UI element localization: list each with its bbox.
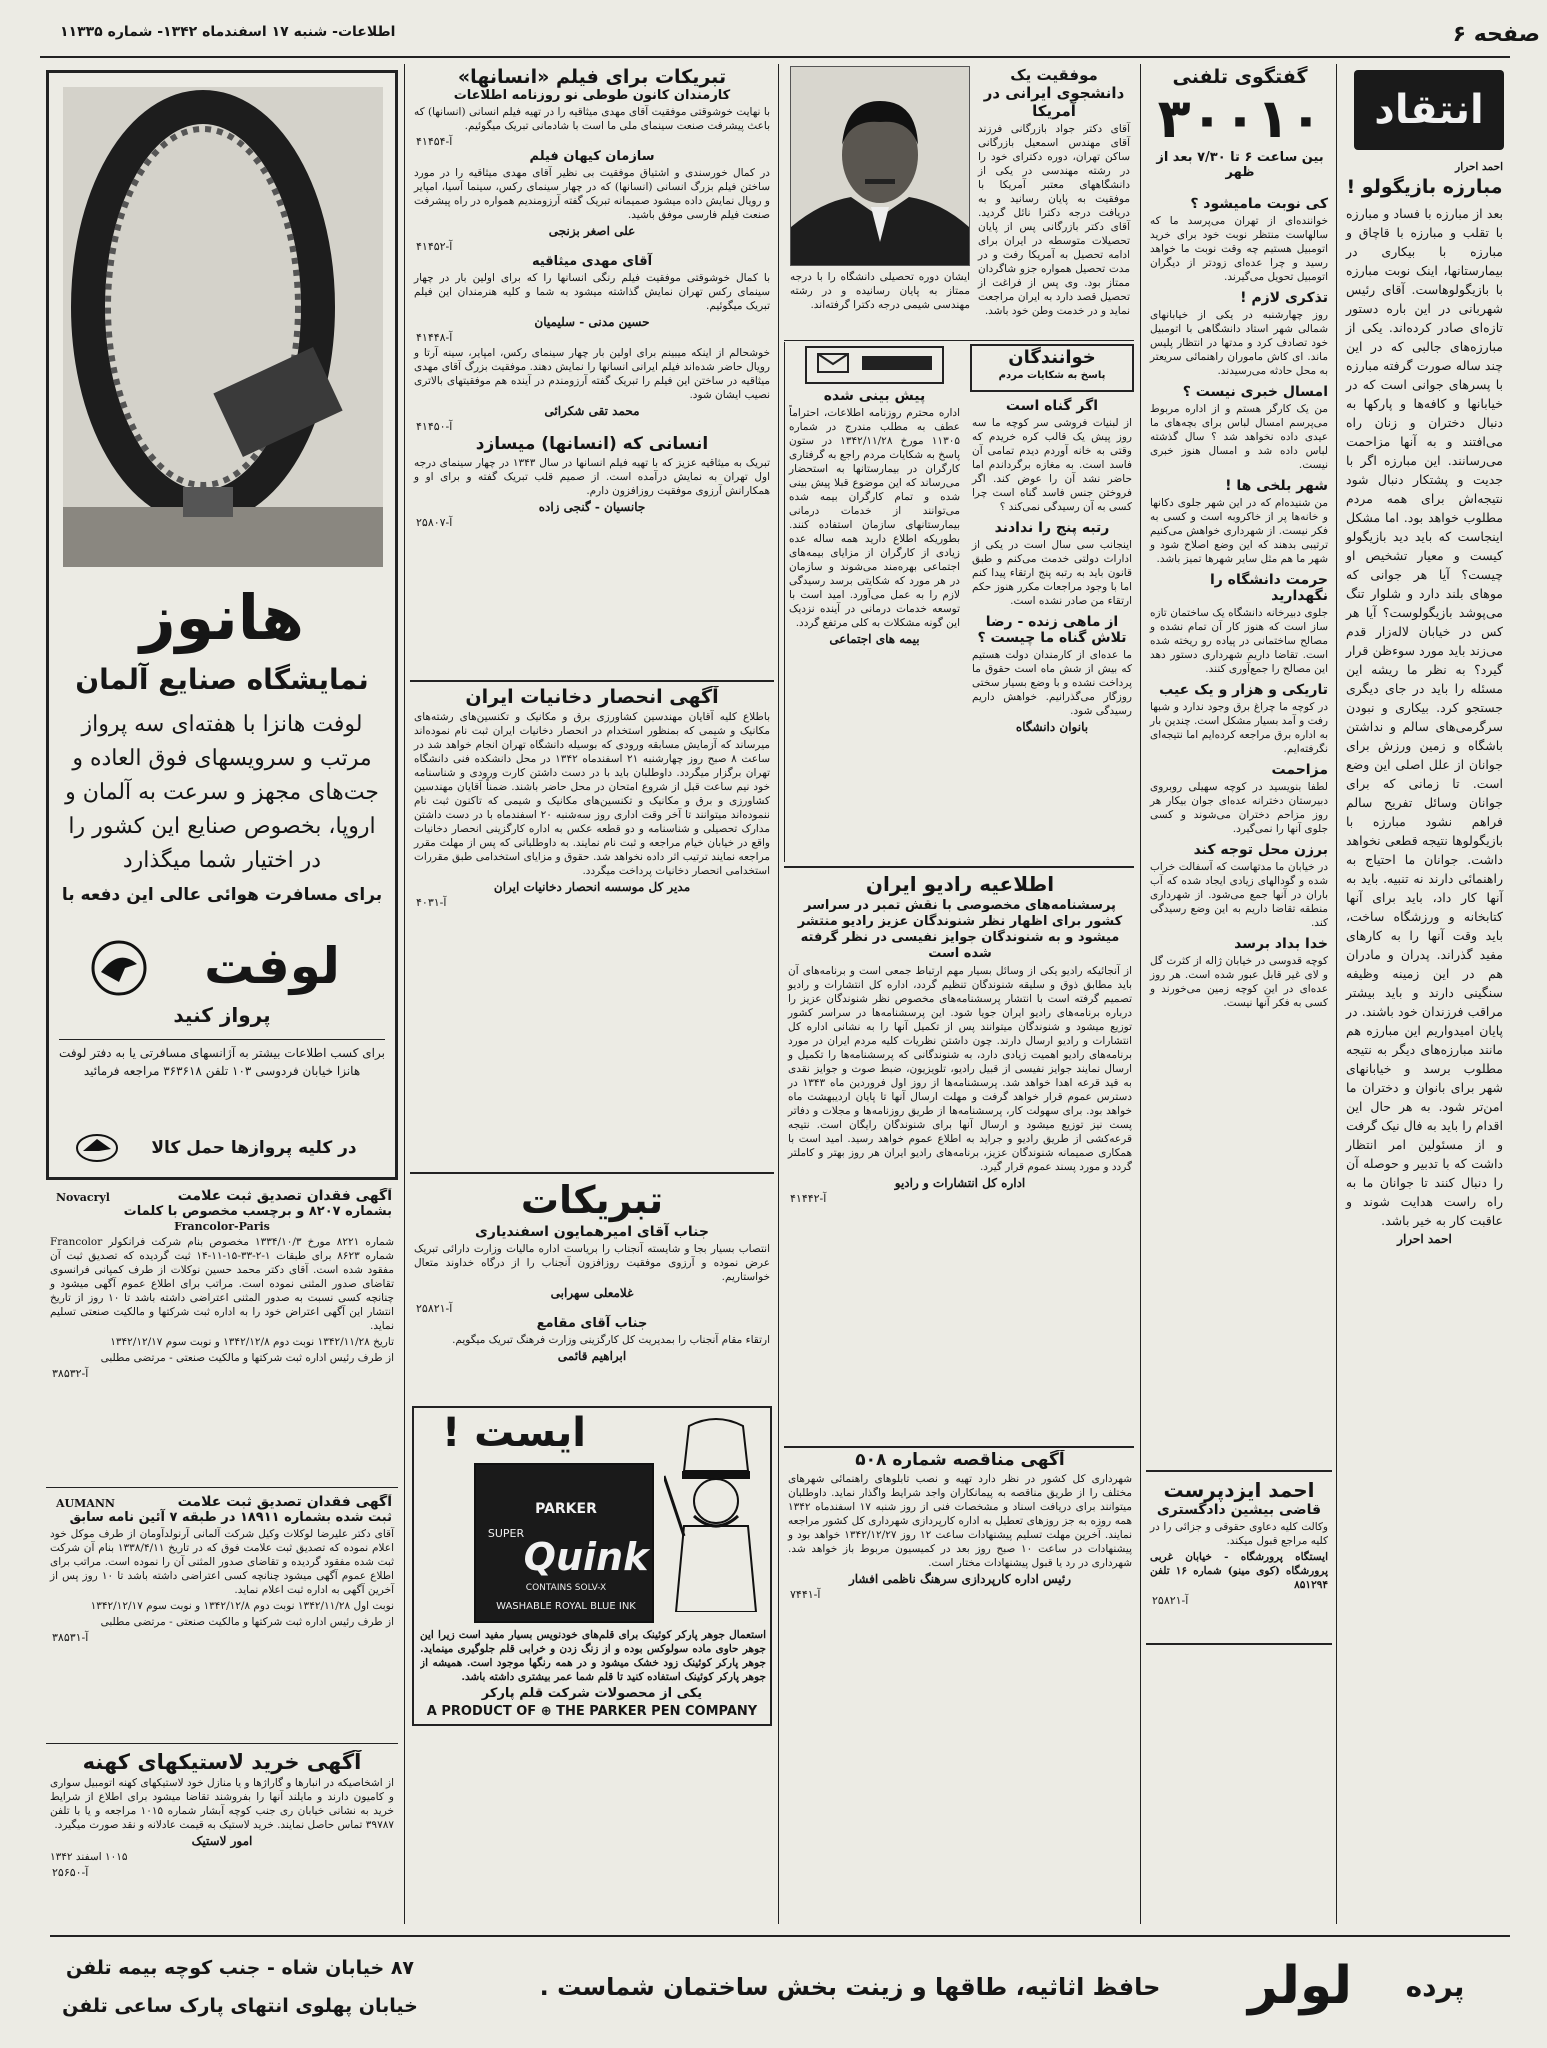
crane-icon xyxy=(89,938,149,998)
intiqad-logo: انتقاد xyxy=(1374,87,1484,133)
issue-info: اطلاعات- شنبه ۱۷ اسفندماه ۱۳۴۲- شماره ۱۱۳۳۵ xyxy=(60,24,396,40)
greet-body1: انتصاب بسیار بجا و شایسته آنجناب را بریاست اداره مالیات وزارت دارائی تبریک عرض نموده و آرزوی موفقیت روزافزون آنجناب را از درگاه خداوند متعال خواستاریم. xyxy=(414,1243,770,1283)
hansa-contact: برای کسب اطلاعات بیشتر به آژانسهای مسافرتی یا به دفتر لوفت هانزا خیابان فردوسی ۱۰۳ تلفن ۳۶۳۶۱۸ مراجعه فرمائید xyxy=(59,1039,385,1109)
parker-ad xyxy=(412,1406,772,1726)
phone-item: شهر بلخی ها ! من شنیده‌ام که در این شهر جلوی دکانها و خانه‌ها پر از خاکروبه است و کسی به فکر نیست. از شهرداری خواهش می‌کنیم ترتیبی بدهند که این وضع اصلاح شود و شهر ما هم مثل سایر شهرها تمیز باشد. xyxy=(1150,478,1328,565)
student-caption: ایشان دوره تحصیلی دانشگاه را با درجه ممتاز به پایان رسانیده و در رشته مهندسی شیمی درجه دکترا گرفته‌اند. xyxy=(790,271,970,311)
tm1-sig: از طرف رئیس اداره ثبت شرکتها و مالکیت صنعتی - مرتضی مطلبی xyxy=(100,1352,394,1364)
hansa-brand: لوفت xyxy=(204,937,340,995)
film-code1: آ-۴۱۴۵۴ xyxy=(416,135,453,148)
lufthansa-crane-logo xyxy=(89,938,149,998)
film-t2: سازمان کیهان فیلم xyxy=(529,149,655,164)
tm2-body: آقای دکتر علیرضا لوکلات وکیل شرکت آلمانی آرنولدآومان از طرف موکل خود اعلام نموده که تصدیق ثبت علامت فوق که در تاریخ ۱۳۳۸/۴/۱۱ بنام آن شرکت ثبت شده مفقود گردیده و تقاضای صدور المثنی آن را نموده است. مراتب برای اطلاع عموم آگهی میشود چنانچه کسی اعتراضی داشته باشد تا ۱۰ روز پس از آخرین آگهی به اداره ثبت اعلام نماید. xyxy=(50,1528,394,1596)
tires-sig: امور لاستیک xyxy=(191,1834,253,1848)
complaint-item: رتبه پنج را ندادند اینجانب سی سال است در یکی از ادارات دولتی خدمت می‌کنم و طبق قانون باید به رتبه پنج ارتقاء پیدا کنم اما با وجود مراجعات مکرر هنوز حکم ارتقاء من صادر نشده است. xyxy=(972,520,1132,607)
reply-badge xyxy=(805,346,944,384)
tender-code: آ-۷۴۴۱ xyxy=(790,1588,821,1601)
tobacco-signature: مدیر کل موسسه انحصار دخانیات ایران xyxy=(493,880,691,894)
page-number: صفحه ۶ xyxy=(1452,22,1540,47)
film-t3: آقای مهدی میثاقیه xyxy=(531,254,653,269)
phone-number: ۳۰۰۱۰ xyxy=(1157,87,1323,150)
bottom-banner xyxy=(40,1942,1510,2032)
phone-item: تاریکی و هزار و یک عیب در کوچه ما چراغ برق وجود ندارد و شبها رفت و آمد بسیار مشکل است. چندین بار به اداره برق مراجعه کرده‌ایم اما نتیجه‌ای نگرفته‌ایم. xyxy=(1150,682,1328,755)
policeman-illustration xyxy=(664,1416,768,1612)
greet-sig1: غلامعلی سهرابی xyxy=(550,1286,634,1300)
tm1-brand2: Francolor-Paris xyxy=(174,1220,270,1233)
phone-item: خدا بداد برسد کوچه قدوسی در خیابان ژاله از کثرت گل و لای غیر قابل عبور شده است. هر روز عده‌ای در این کوچه زمین می‌خورند و کسی به فکر آنها نیست. xyxy=(1150,936,1328,1009)
parker-footer: A PRODUCT OF ⊕ THE PARKER PEN COMPANY xyxy=(426,1704,758,1719)
film-sig5: جانسیان - گنجی زاده xyxy=(538,500,646,514)
student-photo xyxy=(790,66,970,266)
film-sig3: حسین مدنی - سلیمیان xyxy=(534,315,650,329)
phone-item: برزن محل توجه کند در خیابان ما مدتهاست که آسفالت خراب شده و گودالهای زیادی ایجاد شده که آب باران در آنها جمع می‌شود. از شهرداری منطقه تقاضا داریم به این وضع رسیدگی کند. xyxy=(1150,842,1328,929)
film-body2: در کمال خورسندی و اشتیاق موفقیت بی نظیر آقای مهدی میثاقیه را در مورد ساختن فیلم بزرگ انسانی (انسانها) که در چهار سینمای رکس، سینما آسیا، امپایر و رویال نمایش داده میشود صمیمانه تبریک گفته آرزومندیم همواره در راه پیشرفت صنعت فیلم فارسی موفق باشید. xyxy=(414,167,770,221)
complaint-item: اگر گناه است از لبنیات فروشی سر کوچه ما سه روز پیش یک قالب کره خریدم که وقتی به خانه آوردم دیدم تمامی آن فاسد است. به مغازه برگرداندم اما حاضر نشد آن را عوض کند. اگر فروختن جنس فاسد گناه است چرا کسی به آن رسیدگی نمی‌کند ؟ xyxy=(972,398,1132,513)
radio-signature: اداره کل انتشارات و رادیو xyxy=(894,1176,1026,1190)
trademark-notice-1 xyxy=(46,1188,398,1488)
parker-contains: CONTAINS SOLV-X xyxy=(525,1583,607,1593)
student-body: آقای دکتر جواد بازرگانی فرزند آقای مهندس اسمعیل بازرگانی ساکن تهران، دوره دکترای خود را در رشته مهندسی در یکی از دانشگاههای معتبر آمریکا با موفقیت به پایان رسانید و به دریافت درجه دکترا نائل گردید. آقای دکتر بازرگانی پس از پایان تحصیلات متوسطه در ایران برای ادامه تحصیل به آمریکا رفت و در مدت تحصیل همواره جزو شاگردان ممتاز بود. وی پس از فراغت از تحصیل قصد دارد به ایران مراجعت نماید و در خدمت وطن خود باشد. xyxy=(978,123,1130,317)
lawyer-address: ایستگاه پرورشگاه - خیابان غربی پرورشگاه (کوی مینو) شماره ۱۶ تلفن ۸۵۱۲۹۴ xyxy=(1150,1551,1328,1591)
tm1-subtitle: بشماره ۸۲۰۷ و برچسب مخصوص با کلمات xyxy=(123,1204,392,1219)
hansa-invite: برای مسافرت هوائی عالی این دفعه با xyxy=(61,885,383,905)
followup-article xyxy=(784,342,964,862)
film-code2: آ-۴۱۴۵۲ xyxy=(416,240,453,253)
complaints-sublogo: پاسخ به شکایات مردم xyxy=(998,370,1106,381)
lawyer-code: آ-۲۵۸۲۱ xyxy=(1152,1594,1189,1607)
hansa-footer: در کلیه پروازها حمل کالا xyxy=(151,1138,357,1158)
radio-subtitle: پرسشنامه‌های مخصوصی با نقش تمبر در سراسر کشور برای اظهار نظر شنوندگان عزیز رادیو منتشر میشود و به شنوندگان جوایز نفیسی در نظر گرفته شده است xyxy=(797,898,1123,961)
student-article xyxy=(790,66,1135,338)
tires-date: ۱۰۱۵ اسفند ۱۳۴۲ xyxy=(50,1851,128,1863)
phone-item: امسال خبری نیست ؟ من یک کارگر هستم و از اداره مربوط می‌پرسم امسال لباس برای بچه‌های ما عیدی داده نخواهد شد ؟ سال گذشته لباس داده شد و امسال هنوز خبری نیست. xyxy=(1150,384,1328,471)
film-subtitle: کارمندان کانون طوطی نو روزنامه اطلاعات xyxy=(453,88,731,103)
tm2-brand: AUMANN xyxy=(56,1497,115,1510)
banner-mid: حافظ اثاثیه، طاقها و زینت بخش ساختمان شماست . xyxy=(539,1973,1161,2001)
parker-brand: PARKER xyxy=(535,1501,597,1517)
tires-ad xyxy=(46,1750,398,1930)
tm2-sig: از طرف رئیس اداره ثبت شرکتها و مالکیت صنعتی - مرتضی مطلبی xyxy=(100,1616,394,1628)
intiqad-signature: احمد احرار xyxy=(1397,1232,1452,1246)
greet-sig2: ابراهیم قائمی xyxy=(557,1349,627,1363)
intiqad-logo-box xyxy=(1354,70,1504,150)
parker-product: Quink xyxy=(523,1535,649,1579)
parker-super: SUPER xyxy=(487,1527,525,1540)
followup-title: پیش بینی شده xyxy=(823,388,926,404)
tires-title: آگهی خرید لاستیکهای کهنه xyxy=(82,1750,362,1774)
ad-photo xyxy=(63,87,383,567)
lawyer-body: وکالت کلیه دعاوی حقوقی و جزائی را در کلیه مراجع قبول میکند. xyxy=(1150,1521,1328,1547)
phone-item: مزاحمت لطفا بنویسید در کوچه سهیلی روبروی دبیرستان دخترانه عده‌ای جوان بیکار هر روز مزاحم دختران می‌شوند و کسی جلوی آنها را نمی‌گیرد. xyxy=(1150,762,1328,835)
film-congrats xyxy=(410,66,774,666)
followup-body: اداره محترم روزنامه اطلاعات، احتراماً عطف به مطلب مندرج در شماره ۱۱۳۰۵ مورخ ۱۳۴۲/۱۱/۲۸ در ستون پاسخ به شکایات مردم راجع به گرفتاری کارگران در بیمارستانها به استحضار می‌رساند که این موضوع قبلا پیش بینی شده و تمام کارگران بیمه شده می‌توانند از خدمات درمانی بیمارستانهای سازمان استفاده کنند. بطوریکه اطلاع دارید همه ساله عده زیادی از کارگران از مزایای بیمه‌های اجتماعی بهره‌مند می‌شوند و سازمان در هر مورد که شکایتی برسد رسیدگی لازم را به عمل می‌آورد. امید است با توسعه خدمات درمانی در آینده نزدیک این گونه مشکلات به کلی مرتفع گردد. xyxy=(789,407,960,629)
trademark-notice-2 xyxy=(46,1494,398,1744)
tender-title: آگهی مناقصه شماره ۵۰۸ xyxy=(855,1450,1065,1470)
phone-item: کی نوبت مامیشود ؟ خواننده‌ای از تهران می‌پرسد ما که سالهاست منتظر نوبت خود برای خرید اتومبیل هستیم چه وقت نوبت ما خواهد رسید و چرا عده‌ای زودتر از دیگران اتومبیل تحویل می‌گیرند. xyxy=(1150,196,1328,283)
intiqad-body: بعد از مبارزه با فساد و مبارزه با تقلب و مبارزه با قاچاق و مبارزه با بیکاری در بیمارستانها، اینک نوبت مبارزه با بازیگولوهاست. آقای رئیس شهربانی در این باره دستور تازه‌ای صادر کرده‌اند. یکی از مبارزه‌های جالبی که در این چند ساله صورت گرفته مبارزه با پسرهای جوانی است که در خیابانها و کافه‌ها و پارکها به دنبال دختران و زنان راه می‌افتند و به آنها مزاحمت می‌رسانند. این مبارزه اگر با جدیت و پشتکار دنبال شود نتیجه‌اش برای همه مردم مطلوب خواهد بود. اما مشکل اینجاست که باید دید بازیگولو کیست و معیار تشخیص او چیست؟ آیا هر جوانی که موهای بلند دارد و شلوار تنگ می‌پوشد بازیگولوست؟ آیا هر کس در خیابان لاله‌زار قدم می‌زند باید مورد سوءظن قرار گیرد؟ به نظر ما ریشه این مسئله را باید در جای دیگری جستجو کرد. بیکاری و نبودن سرگرمی‌های سالم و نداشتن باشگاه و زمین ورزش برای جوانان از علل اصلی این وضع است. تا زمانی که برای جوانان وسائل تفریح سالم فراهم نشود مبارزه با بازیگولوها نتیجه قطعی نخواهد داشت. جوانان ما احتیاج به راهنمائی دارند نه تنبیه. باید به آنها کار داد، باید برای آنها کتابخانه و ورزشگاه ساخت، باید وقت آنها را به کارهای مفید گذراند. پدران و مادران هم در این زمینه وظیفه سنگینی دارند و باید بیشتر مراقب فرزندان خود باشند. در پایان امیدواریم این مبارزه هم مانند مبارزه‌های دیگر به نتیجه مطلوب برسد و خیابانهای شهر برای بانوان و دختران ما امن‌تر شود. به هر حال این اقدام را باید به فال نیک گرفت و از مسئولین امر انتظار داشت که با تدبیر و حوصله آن را دنبال کنند تا جوانان ما به راه راست هدایت شوند و عاقبت کار به خیر باشد. xyxy=(1346,206,1503,1228)
phone-item: تذکری لازم ! روز چهارشنبه در یکی از خیابانهای شمالی شهر استاد دانشگاهی با اتومبیل خود تصادف کرد و مدتها در انتظار پلیس ماند. ای کاش ماموران راهنمائی سریعتر به محل حادثه می‌رسیدند. xyxy=(1150,290,1328,377)
phone-hours: بین ساعت ۶ تا ۷/۳۰ بعد از ظهر xyxy=(1156,150,1324,180)
tm1-dates: تاریخ ۱۳۴۲/۱۱/۲۸ نوبت دوم ۱۳۴۲/۱۲/۸ و نوبت سوم ۱۳۴۲/۱۲/۱۷ xyxy=(110,1336,394,1348)
film-body5: تبریک به میثاقیه عزیز که با تهیه فیلم انسانها در سال ۱۳۴۳ در چهار سینمای درجه اول تهران به نمایش درآمده است. از صمیم قلب تبریک گفته و برای او و همکارانش آرزوی موفقیت روزافزون دارم. xyxy=(414,457,770,497)
phone-item: حرمت دانشگاه را نگهدارید جلوی دبیرخانه دانشگاه یک ساختمان تازه ساز است که هنوز کار آن تمام نشده و مصالح ساختمانی در پیاده رو ریخته شده است. تقاضا داریم شهرداری دستور دهد این مصالح را جمع‌آوری کنند. xyxy=(1150,572,1328,675)
greet-title: تبریکات xyxy=(520,1178,664,1222)
student-title: موفقیت یک دانشجوی ایرانی در آمریکا xyxy=(983,66,1125,120)
parker-box-bottom: WASHABLE ROYAL BLUE INK xyxy=(496,1601,636,1612)
film-body4: خوشحالم از اینکه میبینم برای اولین بار چهار سینمای رکس، امپایر، سینه آرتا و رویال حاضر شده‌اند فیلم ایرانی انسانها را نمایش دهند. موفقیت بزرگ آقای مهدی میثاقیه در ساختن این فیلم را تبریک گفته آرزومندم در آینده هم موفقیتهای بالاتری نصیب ایشان شود. xyxy=(414,347,770,401)
tm1-title: آگهی فقدان تصدیق ثبت علامت xyxy=(177,1188,392,1204)
parker-tag: یکی از محصولات شرکت قلم پارکر xyxy=(481,1686,703,1701)
tender-ad xyxy=(784,1450,1136,1700)
banner-left: پرده xyxy=(1405,1970,1465,2003)
intiqad-author: احمد احرار xyxy=(1455,161,1503,173)
intiqad-title: مبارزه بازیگولو ! xyxy=(1346,176,1503,198)
hansa-cta: پرواز کنید xyxy=(173,1003,271,1027)
phone-items xyxy=(1146,190,1332,1430)
parker-headline: ایست ! xyxy=(442,1410,586,1456)
portrait-image xyxy=(791,67,969,265)
intiqad-column xyxy=(1342,158,1507,1908)
giant-gear-image xyxy=(63,87,383,567)
lawyer-name: احمد ایزدپرست xyxy=(1163,1478,1315,1502)
radio-code: آ-۴۱۴۴۲ xyxy=(790,1192,827,1205)
film-sig4: محمد تقی شکرائی xyxy=(544,404,640,418)
tm2-code: آ-۳۸۵۳۱ xyxy=(52,1631,89,1644)
tires-code: آ-۲۵۶۵۰ xyxy=(52,1866,89,1879)
tm2-dates: نوبت اول ۱۳۴۲/۱۱/۲۸ نوبت دوم ۱۳۴۲/۱۲/۸ و نوبت سوم ۱۳۴۲/۱۲/۱۷ xyxy=(90,1600,394,1612)
banner-addr1: ۸۷ خیابان شاه - جنب کوچه بیمه تلفن xyxy=(65,1957,415,1979)
hansa-body: لوفت هانزا با هفته‌ای سه پرواز مرتب و سرویسهای فوق العاده و جت‌های مجهز و سرعت به آلمان و اروپا، بخصوص صنایع این کشور را در اختیار شما میگذارد xyxy=(65,712,379,873)
lufthansa-ad xyxy=(46,70,398,1180)
tender-body: شهرداری کل کشور در نظر دارد تهیه و نصب تابلوهای راهنمائی شهرهای مختلف را از طریق مناقصه به پیمانکاران واجد شرایط واگذار نماید. داوطلبان میتوانند برای دریافت اسناد و مشخصات فنی از روز شنبه ۱۷ اسفندماه ۱۳۴۲ همه روزه به جز روزهای تعطیل به اداره کارپردازی شهرداری کل کشور مراجعه نمایند. آخرین مهلت تسلیم پیشنهادات ساعت ۱۲ روز ۱۳۴۲/۱۲/۲۷ خواهد بود و پیشنهادات در ساعت ۱۰ صبح روز بعد در کمیسیون مربوط باز خواهد شد. شهرداری در رد یا قبول پیشنهادات مختار است. xyxy=(788,1473,1132,1569)
crane-icon-small xyxy=(75,1133,119,1163)
greet-sub2: جناب آقای مقامع xyxy=(536,1316,648,1331)
tm2-title: آگهی فقدان تصدیق ثبت علامت xyxy=(177,1494,392,1510)
film-body3: با کمال خوشوقتی موفقیت فیلم رنگی انسانها را که برای اولین بار در چهار سینمای رکس تهران نمایش گذاشته میشود به شما و کلیه هنرمندان این فیلم تبریک میگوئیم. xyxy=(414,272,770,312)
parker-body: استعمال جوهر پارکر کوئینک برای قلم‌های خودنویس بسیار مفید است زیرا این جوهر حاوی ماده سولوکس بوده و از زنگ زدن و خرابی قلم جلوگیری مینماید. جوهر پارکر کوئینک زود خشک میشود و در همه رنگها موجود است. همیشه از جوهر پارکر کوئینک استفاده کنید تا قلم شما عمر بیشتری داشته باشد. xyxy=(420,1629,766,1683)
complaints-sig: بانوان دانشگاه xyxy=(1015,720,1089,734)
film-body1: با نهایت خوشوقتی موفقیت آقای مهدی میثاقیه را در تهیه فیلم انسانی (انسانها) که باعث پیشرفت صنعت سینمای ملی ما است با شادمانی تبریک میگوئیم. xyxy=(414,106,770,132)
complaints-logo-box xyxy=(970,344,1134,392)
lawyer-role: قاضی بیشین دادگستری xyxy=(1156,1502,1322,1518)
complaints-logo: خوانندگان xyxy=(1008,347,1096,368)
lawyer-ad xyxy=(1146,1470,1332,1645)
tm2-subtitle: ثبت شده بشماره ۱۸۹۱۱ در طبقه ۷ آئین نامه سابق xyxy=(69,1510,392,1525)
tm1-body: شماره ۸۲۲۱ مورخ ۱۳۳۴/۱۰/۳ مخصوص بنام شرکت فرانکولر Francolor شماره ۸۶۲۳ برای طبقات ۱-۲-۳۳-۱۵-۱۱-۱۴ ثبت گردیده که تصدیق ثبت آن مفقود شده است. آقای دکتر محمد حسین نوکلات از طرف کمپانی فرانسوی تقاضای صدور المثنی نموده است. مراتب برای اطلاع عموم آگهی میشود و چنانچه کسی نسبت به صدور المثنی اعتراضی داشته باشد تا ۱۰ روز از تاریخ انتشار این آگهی اعتراض خود را به اداره ثبت شرکتها و مالکیت صنعتی تسلیم نماید. xyxy=(50,1236,395,1332)
film-sig2: علی اصغر بزنجی xyxy=(548,224,636,238)
film-code3: آ-۴۱۴۴۸ xyxy=(416,331,453,344)
film-code5: آ-۲۵۸۰۷ xyxy=(416,516,453,529)
greetings-ad xyxy=(410,1176,774,1401)
banner-brand: لولر xyxy=(1248,1956,1352,2016)
tobacco-title: آگهی انحصار دخانیات ایران xyxy=(465,686,719,708)
tobacco-ad xyxy=(410,686,774,1166)
followup-signature: بیمه های اجتماعی xyxy=(829,632,920,646)
phone-header xyxy=(1150,66,1330,186)
hansa-sub: نمایشگاه صنایع آلمان xyxy=(75,663,369,696)
banner-addr2: خیابان پهلوی انتهای پارک ساعی تلفن xyxy=(62,1995,418,2017)
film-title: تبریکات برای فیلم «انسانها» xyxy=(457,66,727,88)
tm1-brand: Novacryl xyxy=(56,1191,110,1204)
greet-code1: آ-۲۵۸۲۱ xyxy=(416,1302,453,1315)
tobacco-code: آ-۴۰۳۱ xyxy=(416,896,447,909)
tires-body: از اشخاصیکه در انبارها و گاراژها و یا منازل خود لاستیکهای کهنه اتومبیل سواری و کامیون دارند و مایلند آنها را بفروشند تقاضا میشود برای اطلاع از شرایط خرید به نشانی خیابان ری جنب کوچه آبشار شماره ۱۰۱۵ مراجعه و یا با تلفن ۳۹۷۸۷ تماس حاصل نمایند. خرید لاستیک به قیمت عادلانه و نقد صورت میگیرد. xyxy=(50,1777,394,1831)
ink-box xyxy=(474,1463,654,1623)
radio-body: از آنجائیکه رادیو یکی از وسائل بسیار مهم ارتباط جمعی است و برنامه‌های آن باید مطابق ذوق و سلیقه شنوندگان تنظیم گردد، اداره کل انتشارات و رادیو تصمیم گرفته است با انتشار پرسشنامه‌های مخصوص نظر شنوندگان عزیز را درباره برنامه‌های رادیو ایران جویا شود. این پرسشنامه‌ها در سراسر کشور توزیع میشود و شنوندگان میتوانند پس از تکمیل آنها را به نشانی اداره کل انتشارات و رادیو ارسال دارند. چون داشتن نظریات کلیه مردم ایران در مورد برنامه‌های رادیو اهمیت زیادی دارد، به شنوندگانی که پرسشنامه‌ها را تکمیل و ارسال نمایند جوایز نفیسی از قبیل رادیو، تلویزیون، ضبط صوت و جوایز نقدی به قید قرعه اهدا خواهد شد. پرسشنامه‌ها از روز اول فروردین ماه ۱۳۴۳ در دسترس عموم قرار خواهد گرفت و مهلت ارسال آنها تا پایان اردیبهشت ماه خواهد بود. برای سهولت کار، پرسشنامه‌ها از طریق روزنامه‌ها و مجلات و دفاتر پست نیز توزیع میشود و ارسال آنها برای شنوندگان رایگان است. نتیجه قرعه‌کشی از طریق رادیو و جراید به اطلاع عموم خواهد رسید. امید است با همکاری صمیمانه شنوندگان عزیز، برنامه‌های رادیو ایران هر روز بهتر و کاملتر گردد و مورد پسند عموم قرار گیرد. xyxy=(788,965,1132,1173)
greet-sub1: جناب آقای امیرهمایون اسفندیاری xyxy=(475,1224,709,1240)
complaints-column xyxy=(968,342,1136,862)
radio-announcement xyxy=(784,872,1136,1442)
greet-body2: ارتقاء مقام آنجناب را بمدیریت کل کارگزینی وزارت فرهنگ تبریک میگویم. xyxy=(452,1334,770,1346)
phone-title: گفتگوی تلفنی xyxy=(1172,66,1308,88)
complaint-item: از ماهی زنده - رضا تلاش گناه ما چیست ؟ ما عده‌ای از کارمندان دولت هستیم که بیش از شش ماه است حقوق ما پرداخت نشده و با وضع بسیار سختی روزگار می‌گذرانیم. خواهش داریم رسیدگی شود. xyxy=(972,614,1132,717)
film-code4: آ-۴۱۴۵۰ xyxy=(416,420,453,433)
hansa-name: هانوز xyxy=(139,581,305,654)
film-t5: انسانی که (انسانها) میسازد xyxy=(475,434,709,454)
tobacco-body: باطلاع کلیه آقایان مهندسین کشاورزی برق و مکانیک و تکنسین‌های رشته‌های مکانیک و شیمی که بمنظور استخدام در انحصار دخانیات ایران ثبت نام نموده‌اند میرساند که آزمایش مسابقه ورودی که بوسیله دانشگاه تهران انجام خواهد شد در ساعت ۸ صبح روز چهارشنبه ۲۱ اسفندماه ۱۳۴۲ در محل دانشکده فنی دانشگاه تهران برگزار میگردد. داوطلبان باید با در دست داشتن کارت ورودی و شناسنامه خود نیم ساعت قبل از شروع امتحان در محل حاضر باشند. ضمناً آقایان مهندسین کشاورزی و برق و مکانیک و تکنسین‌های مکانیک و شیمی که تاکنون ثبت نام ننموده‌اند میتوانند تا آخر وقت اداری روز سه‌شنبه ۲۰ اسفندماه با در دست داشتن مدارک تحصیلی و شناسنامه و دو قطعه عکس به اداره کارگزینی انحصار دخانیات واقع در خیابان خیام مراجعه و ثبت نام نمایند. به داوطلبانی که پس از مهلت مقرر مراجعه نمایند ترتیب اثر داده نخواهد شد. حقوق و مزایای استخدامی طبق مقررات استخدامی انحصار دخانیات پرداخت میگردد. xyxy=(414,711,770,877)
lufthansa-small-logo xyxy=(69,1133,119,1167)
radio-title: اطلاعیه رادیو ایران xyxy=(865,872,1055,896)
tender-signature: رئیس اداره کارپردازی سرهنگ ناظمی افشار xyxy=(848,1572,1072,1586)
tm1-code: آ-۳۸۵۳۲ xyxy=(52,1367,89,1380)
envelope-icon xyxy=(812,348,942,378)
